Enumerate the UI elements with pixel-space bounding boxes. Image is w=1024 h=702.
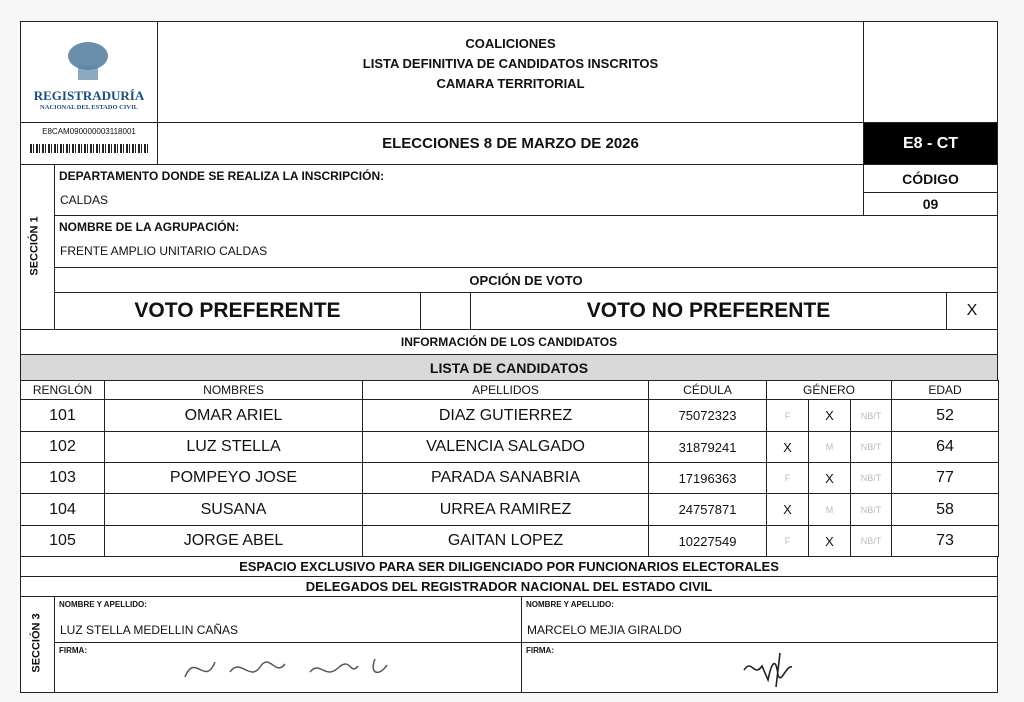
section3-label-cell [20,596,55,693]
cell-cedula: 24757871 [648,493,767,526]
voto-preferente-checkbox[interactable] [420,292,471,330]
cell-nombres: POMPEYO JOSE [104,462,363,494]
group-value: FRENTE AMPLIO UNITARIO CALDAS [60,244,268,258]
candidates-list-label: LISTA DE CANDIDATOS [20,354,998,381]
gender-nbt[interactable]: NB/T [850,493,892,526]
election-title: ELECCIONES 8 DE MARZO DE 2026 [157,122,864,165]
department-row [54,164,864,216]
cell-apellidos: PARADA SANABRIA [362,462,649,494]
delegate1-signature-cell [54,642,522,693]
section1-label: SECCIÓN 1 [28,216,41,276]
voto-no-preferente-checkbox[interactable]: X [946,292,998,330]
cell-edad: 58 [891,493,999,526]
cell-cedula: 17196363 [648,462,767,494]
cell-cedula: 31879241 [648,431,767,463]
candidates-info-label: INFORMACIÓN DE LOS CANDIDATOS [20,329,998,355]
cell-nombres: SUSANA [104,493,363,526]
cell-nombres: JORGE ABEL [104,525,363,557]
logo-cell [20,21,158,123]
cell-edad: 64 [891,431,999,463]
department-value: CALDAS [60,193,109,207]
header-cedula: CÉDULA [648,380,767,400]
header-apellidos: APELLIDOS [362,380,649,400]
name-label: NOMBRE Y APELLIDO: [526,600,614,609]
vote-option-label: OPCIÓN DE VOTO [54,267,998,293]
cell-cedula: 10227549 [648,525,767,557]
cell-edad: 73 [891,525,999,557]
gender-m[interactable]: M [808,493,851,526]
cell-renglon: 105 [20,525,105,557]
barcode-cell [20,122,158,165]
cell-renglon: 101 [20,399,105,432]
gender-f[interactable]: F [766,525,809,557]
group-label: NOMBRE DE LA AGRUPACIÓN: [59,220,240,234]
logo-sub: NACIONAL DEL ESTADO CIVIL [40,104,138,111]
delegate2-name-cell [521,596,998,643]
header-nombres: NOMBRES [104,380,363,400]
cell-renglon: 103 [20,462,105,494]
delegate2-signature-cell [521,642,998,693]
signature-2 [740,645,800,691]
cell-edad: 52 [891,399,999,432]
cell-cedula: 75072323 [648,399,767,432]
title-line: LISTA DEFINITIVA DE CANDIDATOS INSCRITOS [362,56,659,71]
firma-label: FIRMA: [59,646,87,655]
gender-f[interactable]: F [766,462,809,494]
title-cell [157,21,864,123]
gender-m[interactable]: M [808,431,851,463]
blank-cell [863,21,998,123]
gender-f[interactable]: X [766,431,809,463]
code-label: CÓDIGO [863,164,998,193]
gender-nbt[interactable]: NB/T [850,525,892,557]
voto-preferente-label: VOTO PREFERENTE [54,292,421,330]
gender-m[interactable]: X [808,525,851,557]
delegate1-name-cell [54,596,522,643]
cell-renglon: 102 [20,431,105,463]
name-label: NOMBRE Y APELLIDO: [59,600,147,609]
barcode [30,144,148,153]
cell-nombres: LUZ STELLA [104,431,363,463]
firma-label: FIRMA: [526,646,554,655]
department-label: DEPARTAMENTO DONDE SE REALIZA LA INSCRIPCIÓN: [59,169,385,183]
logo-name: REGISTRADURÍA [33,88,145,103]
delegate1-name: LUZ STELLA MEDELLIN CAÑAS [60,623,239,637]
header-edad: EDAD [891,380,999,400]
gender-m[interactable]: X [808,462,851,494]
gender-nbt[interactable]: NB/T [850,462,892,494]
barcode-code: E8CAM090000003118001 [42,127,136,136]
header-renglon: RENGLÓN [20,380,105,400]
form-code: E8 - CT [863,122,998,165]
gender-nbt[interactable]: NB/T [850,431,892,463]
gender-m[interactable]: X [808,399,851,432]
group-row [54,215,998,268]
exclusive-label: ESPACIO EXCLUSIVO PARA SER DILIGENCIADO POR FUNCIONARIOS ELECTORALES [20,556,998,577]
gender-nbt[interactable]: NB/T [850,399,892,432]
cell-apellidos: URREA RAMIREZ [362,493,649,526]
cell-nombres: OMAR ARIEL [104,399,363,432]
cell-edad: 77 [891,462,999,494]
header-genero: GÉNERO [766,380,892,400]
code-value: 09 [863,192,998,216]
cell-apellidos: DIAZ GUTIERREZ [362,399,649,432]
signature-1 [180,647,400,689]
title-line: CAMARA TERRITORIAL [436,76,585,91]
title-line: COALICIONES [465,36,556,51]
delegate2-name: MARCELO MEJIA GIRALDO [527,623,682,637]
cell-renglon: 104 [20,493,105,526]
gender-f[interactable]: F [766,399,809,432]
section3-label: SECCIÓN 3 [30,613,43,673]
cell-apellidos: VALENCIA SALGADO [362,431,649,463]
cell-apellidos: GAITAN LOPEZ [362,525,649,557]
delegates-label: DELEGADOS DEL REGISTRADOR NACIONAL DEL ESTADO CIVIL [20,576,998,597]
gender-f[interactable]: X [766,493,809,526]
section1-label-cell [20,164,55,330]
voto-no-preferente-label: VOTO NO PREFERENTE [470,292,947,330]
coat-of-arms-icon [63,36,113,86]
